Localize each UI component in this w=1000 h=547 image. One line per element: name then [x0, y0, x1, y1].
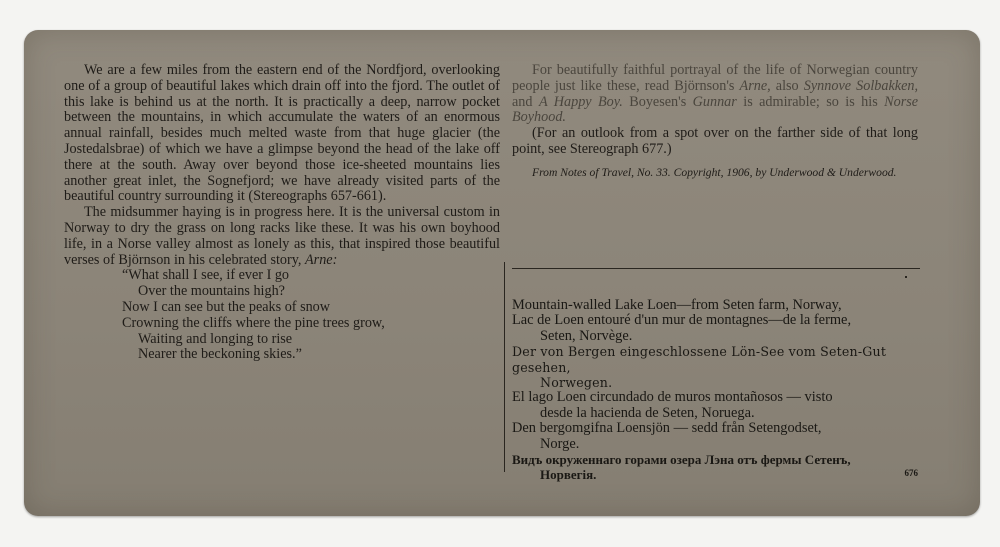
book-arne: Arne,	[739, 77, 771, 94]
caption-english: Mountain-walled Lake Loen—from Seten farm, Norway,	[512, 297, 842, 313]
haying-text: The midsummer haying is in progress here. It is the universal custom in Norway to dry the grass on long racks like these. It was his own boyhood life, in a Norse valley almost as lonely as this, that inspired those beautiful verses of Björnson in his celebrated story,	[64, 204, 500, 268]
stereograph-number: 676	[904, 468, 918, 479]
rec-text: Boyesen's	[629, 93, 687, 110]
caption-german-line1: Der von Bergen eingeschlossene Lön-See vom Seten-Gut gesehen,	[512, 344, 887, 375]
poem-line: Nearer the beckoning skies.”	[138, 346, 302, 363]
book-norse-boyhood: Norse Boyhood.	[512, 93, 919, 126]
caption-russian-line1: Видъ окруженнаго горами озера Лэна отъ фермы Сетенъ,	[512, 452, 851, 468]
left-column-text	[64, 63, 500, 363]
poem-line: Now I can see but the peaks of snow	[122, 298, 331, 315]
caption-french-line2: Seten, Norvège.	[540, 327, 633, 344]
caption-german	[512, 344, 922, 390]
book-synnove: Synnove Solbakken,	[803, 77, 919, 94]
caption-russian	[512, 452, 922, 483]
poem-line: “What shall I see, if ever I go	[122, 267, 290, 284]
description-paragraph-2	[64, 205, 500, 268]
caption-spanish	[512, 390, 922, 421]
poem-line: Crowning the cliffs where the pine trees grow,	[122, 314, 385, 331]
reading-recommendation	[512, 63, 918, 126]
right-column-text	[512, 63, 918, 179]
bjornson-poem	[64, 268, 500, 363]
rec-text: For beautifully faithful portrayal of the life of Norwegian country people just like these, read Björnson's	[512, 62, 918, 94]
caption-spanish-line2: desde la hacienda de Seten, Noruega.	[540, 404, 755, 421]
vertical-divider	[504, 262, 505, 472]
poem-line: Over the mountains high?	[138, 283, 285, 300]
outlook-reference: (For an outlook from a spot over on the farther side of that long point, see Stereograph 677.)	[512, 125, 918, 157]
caption-swedish-line1: Den bergomgifna Loensjön — sedd från Setengodset,	[512, 420, 822, 437]
caption-french-line1: Lac de Loen entouré d'un mur de montagnes—de la ferme,	[512, 312, 852, 329]
rec-text: also	[775, 77, 799, 94]
caption-spanish-line1: El lago Loen circundado de muros montañosos — visto	[512, 389, 833, 406]
book-happy-boy: A Happy Boy.	[538, 93, 623, 110]
caption-french	[512, 313, 922, 344]
caption-russian-line2: Норвегія.	[540, 467, 597, 483]
horizontal-divider	[512, 268, 920, 269]
book-gunnar: Gunnar	[692, 93, 737, 110]
caption-swedish	[512, 421, 922, 452]
rec-text: is admirable; so is his	[743, 93, 878, 110]
divider-tick	[905, 276, 907, 278]
description-paragraph-1: We are a few miles from the eastern end of the Nordfjord, overlooking one of a group of beautiful lakes which drain off into the fjord. The outlet of this lake is behind us at the north. It is practically a deep, narrow pocket between the mountains, in which accumulate the waters of an enormous annual rainfall, besides much melted waste from that huge glacier (the Jostedalsbrae) of which we have a glimpse beyond the head of the lake off there at the south. Away over beyond those ice-sheeted mountains lies another great inlet, the Sognefjord; we have already visited parts of the beautiful country surrounding it (Stereographs 657-661).	[64, 62, 500, 205]
poem-line: Waiting and longing to rise	[138, 330, 293, 347]
copyright-note: From Notes of Travel, No. 33. Copyright, 1906, by Underwood & Underwood.	[532, 165, 897, 179]
rec-text: and	[512, 93, 533, 110]
caption-german-line2: Norwegen.	[540, 375, 613, 391]
caption-swedish-line2: Norge.	[540, 435, 580, 452]
multilingual-captions	[512, 298, 922, 483]
arne-title: Arne:	[305, 251, 338, 268]
